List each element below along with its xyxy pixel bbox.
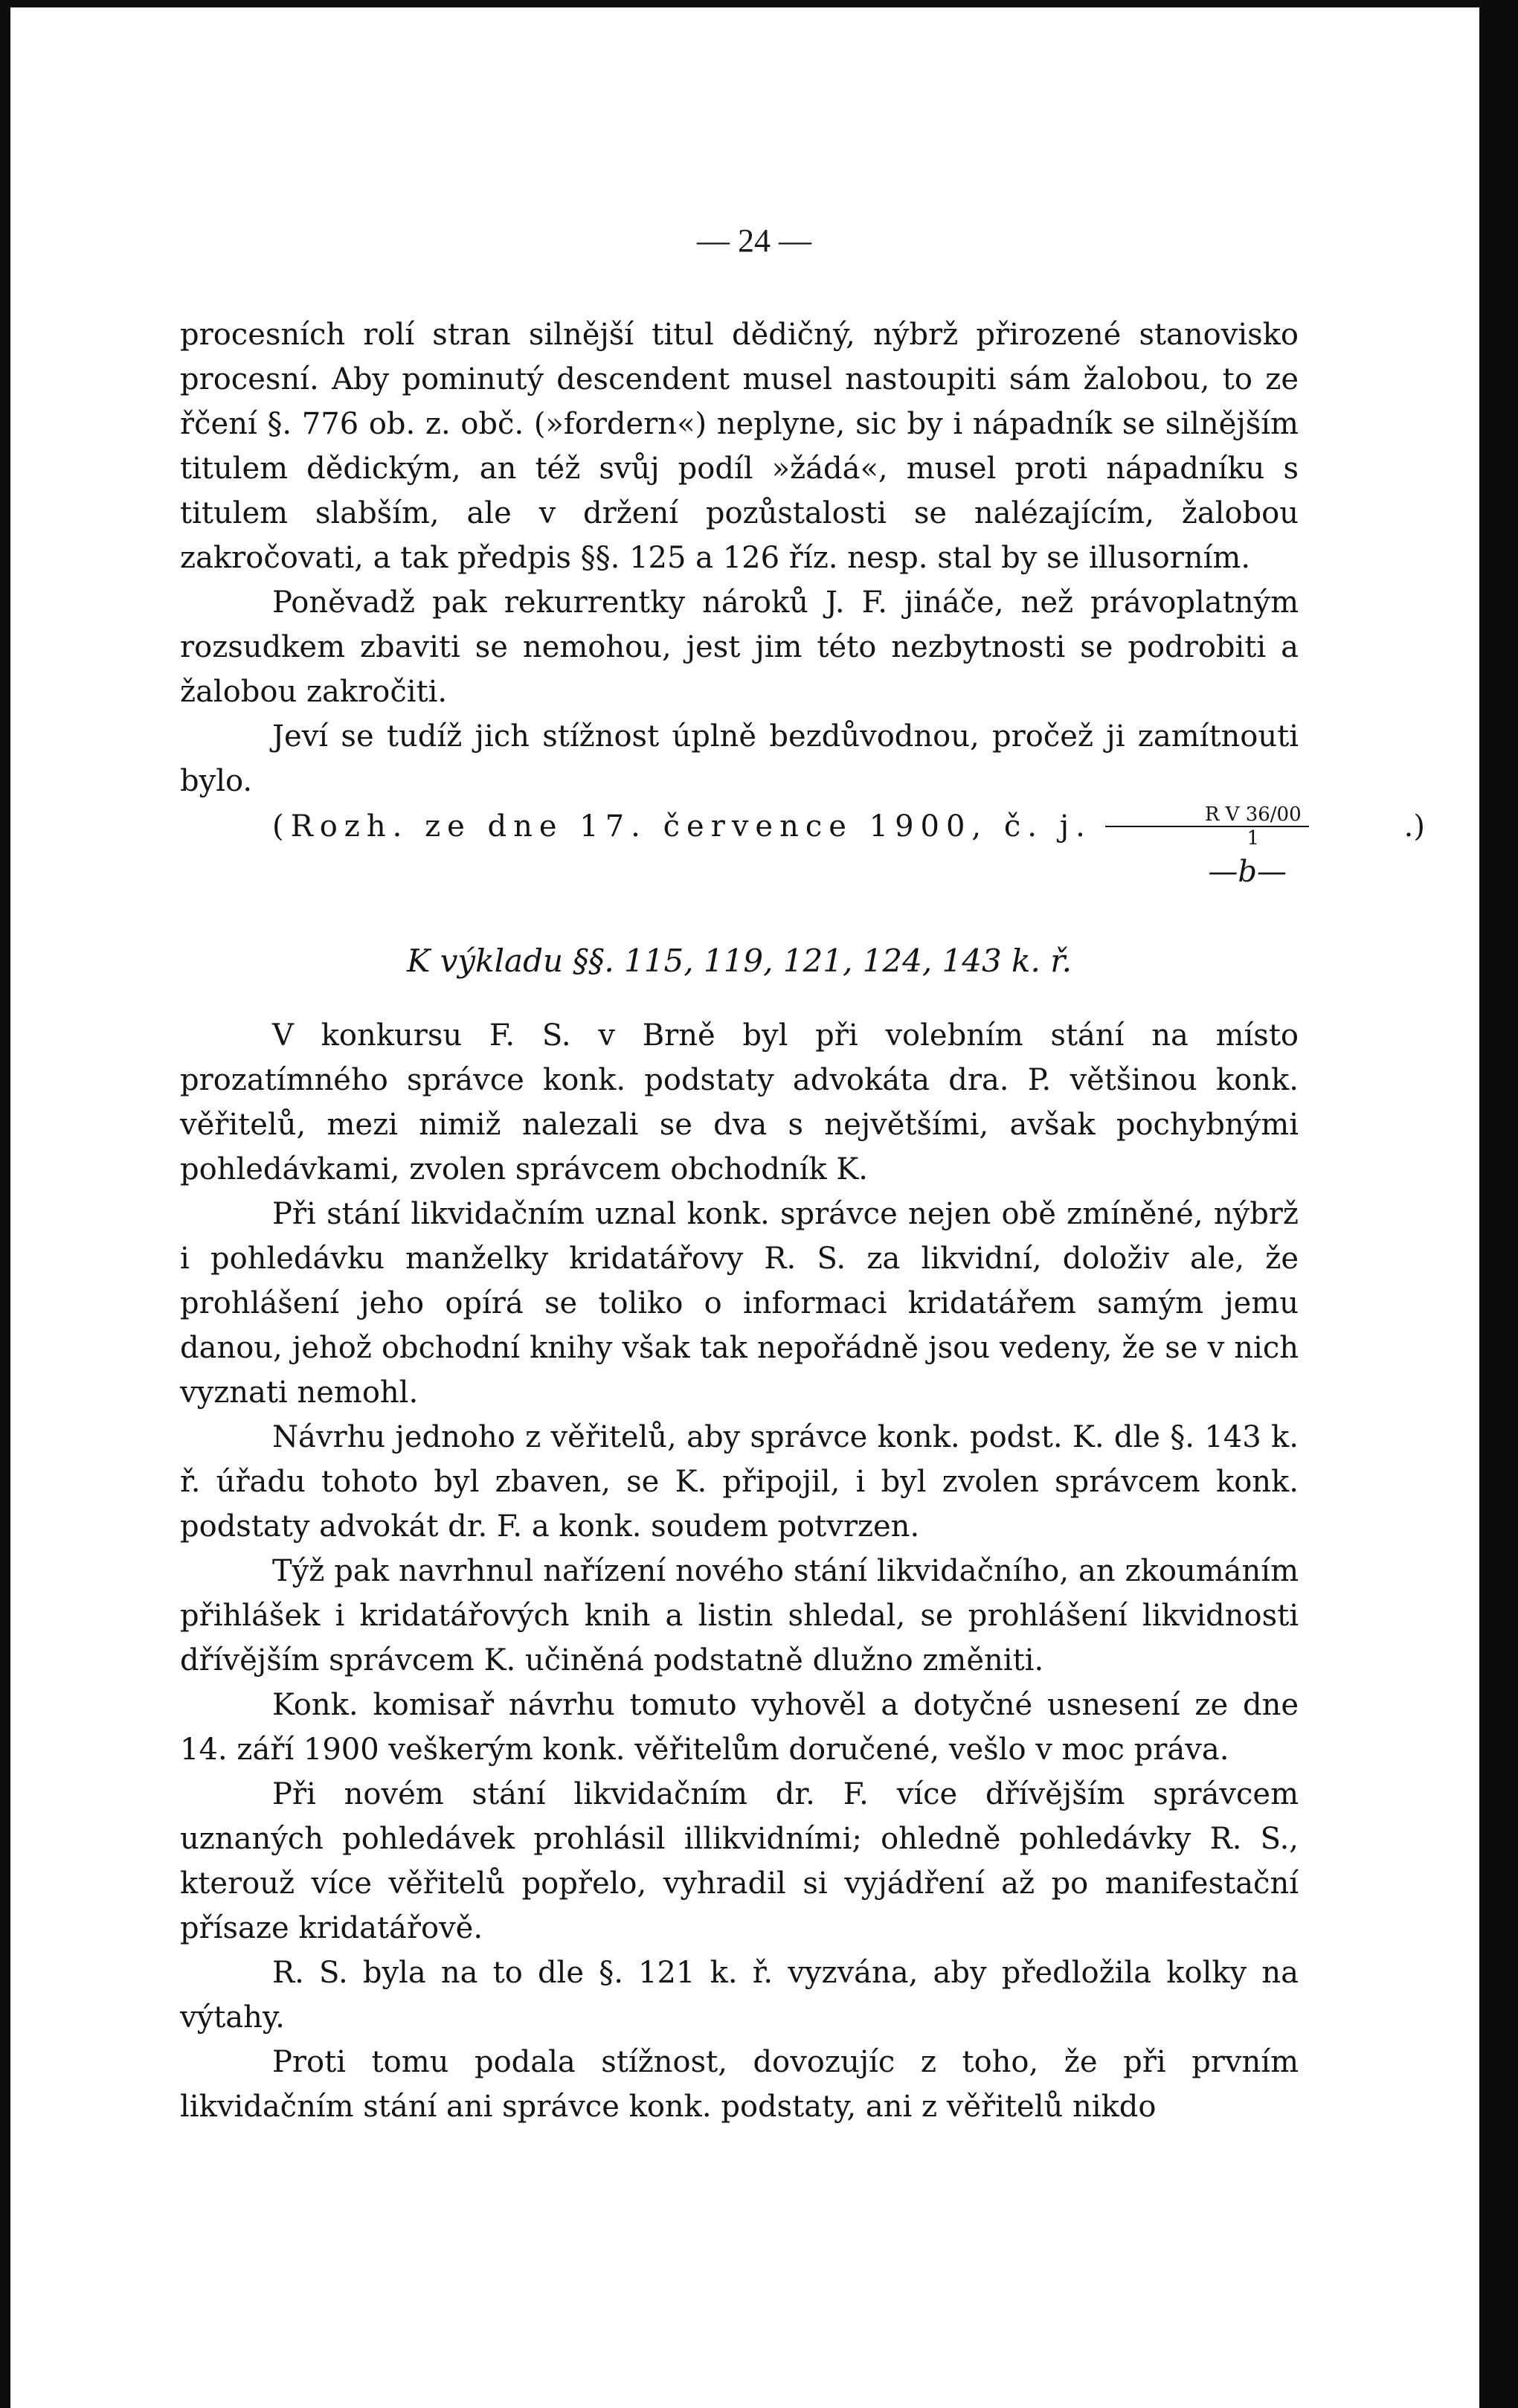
paragraph: R. S. byla na to dle §. 121 k. ř. vyzvána, aby předložila kolky na výtahy.: [180, 1956, 1299, 2035]
section-heading: K výkladu §§. 115, 119, 121, 124, 143 k. ř.: [406, 943, 1072, 979]
scan-border-left: [0, 0, 10, 2408]
page-text: [180, 312, 1425, 2129]
paragraph: Při novém stání likvidačním dr. F. více dřívějším správcem uznaných pohledávek prohlásil illikvidními; ohledně pohledávky R. S., kterouž více věřitelů popřelo, vyhradil si vyjádření až po manifestační přísaze kridatářově.: [180, 1777, 1299, 1945]
case-reference: [180, 803, 1425, 850]
paragraph: Při stání likvidačním uznal konk. správce nejen obě zmíněné, nýbrž i pohledávku manželky kridatářovy R. S. za likvidní, doloživ ale, že prohlášení jeho opírá se toliko o informaci kridatářem samým jemu danou, jehož obchodní knihy však tak nepořádně jsou vedeny, že se v nich vyznati nemohl.: [180, 1197, 1299, 1410]
paragraph: procesních rolí stran silnější titul dědičný, nýbrž přirozené stanovisko procesní. Aby pominutý descendent musel nastoupiti sám žalobou, to ze řčení §. 776 ob. z. obč. (»fordern«) neplyne, sic by i nápadník se silnějším titulem dědickým, an též svůj podíl »žádá«, musel proti nápadníku s titulem slabším, ale v držení pozůstalosti se nalézajícím, žalobou zakročovati, a tak předpis §§. 125 a 126 říz. nesp. stal by se illusorním.: [180, 318, 1299, 575]
reference-fraction: [1105, 803, 1309, 850]
paragraph: Týž pak navrhnul nařízení nového stání likvidačního, an zkoumáním přihlášek i kridatářových knih a listin shledal, se prohlášení likvidnosti dřívějším správcem K. učiněná podstatně dlužno změniti.: [180, 1554, 1299, 1677]
paragraph: Proti tomu podala stížnost, dovozujíc z toho, že při prvním likvidačním stání ani správce konk. podstaty, ani z věřitelů nikdo: [180, 2045, 1299, 2124]
paragraph: Návrhu jednoho z věřitelů, aby správce konk. podst. K. dle §. 143 k. ř. úřadu tohoto byl zbaven, se K. připojil, i byl zvolen správcem konk. podstaty advokát dr. F. a konk. soudem potvrzen.: [180, 1420, 1299, 1544]
fraction-numerator: R V 36/00: [1105, 803, 1309, 827]
page-number: — 24 —: [697, 222, 811, 259]
reference-text: (Rozh. ze dne 17. července 1900, č. j.: [272, 809, 1092, 844]
paragraph: V konkursu F. S. v Brně byl při volebním stání na místo prozatímného správce konk. podstaty advokáta dra. P. většinou konk. věřitelů, mezi nimiž nalezali se dva s největšími, avšak pochybnými pohledávkami, zvolen správcem obchodník K.: [180, 1018, 1299, 1187]
scan-border-right: [1479, 0, 1518, 2408]
paragraph: Jeví se tudíž jich stížnost úplně bezdůvodnou, pročež ji zamítnouti bylo.: [180, 719, 1299, 798]
scan-border-top: [0, 0, 1518, 7]
paragraph: Konk. komisař návrhu tomuto vyhověl a dotyčné usnesení ze dne 14. září 1900 veškerým konk. věřitelům doručené, vešlo v moc práva.: [180, 1688, 1299, 1767]
fraction-denominator: 1: [1247, 827, 1259, 850]
book-page: [3, 0, 1479, 2408]
signature: —b—: [1208, 855, 1287, 889]
reference-close: .): [1403, 809, 1425, 844]
paragraph: Poněvadž pak rekurrentky nároků J. F. jináče, než právoplatným rozsudkem zbaviti se nemohou, jest jim této nezbytnosti se podrobiti a žalobou zakročiti.: [180, 585, 1299, 709]
